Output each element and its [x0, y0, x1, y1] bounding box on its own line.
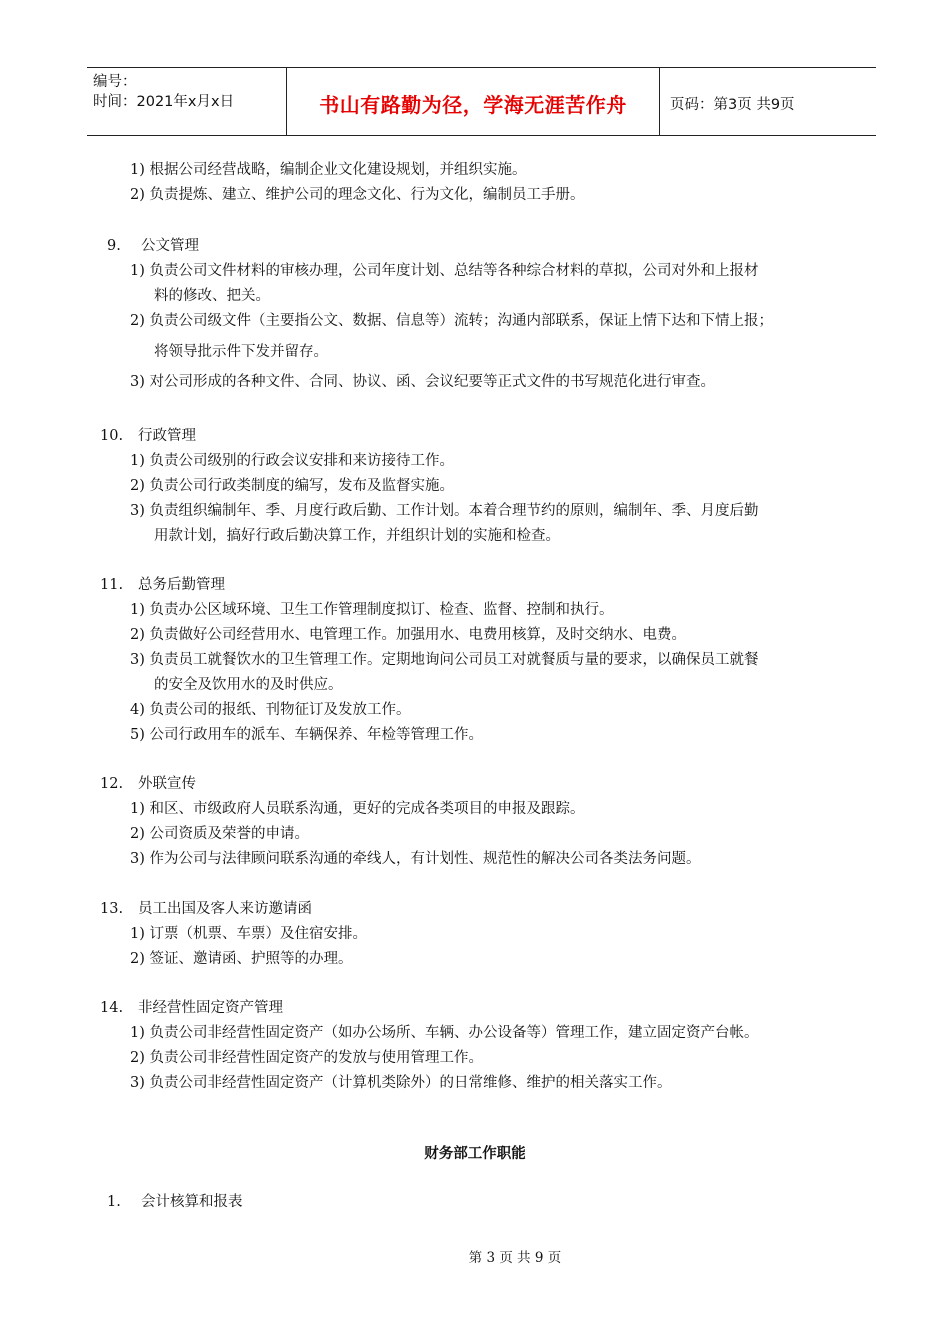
list-item: 1) 和区、市级政府人员联系沟通，更好的完成各类项目的申报及跟踪。 [130, 801, 585, 817]
list-item: 2) 公司资质及荣誉的申请。 [130, 826, 309, 842]
list-item: 4) 负责公司的报纸、刊物征订及发放工作。 [130, 702, 411, 718]
list-item: 3) 作为公司与法律顾问联系沟通的牵线人，有计划性、规范性的解决公司各类法务问题。 [130, 851, 701, 867]
list-item: 2) 签证、邀请函、护照等的办理。 [130, 951, 353, 967]
list-item: 1) 根据公司经营战略，编制企业文化建设规划，并组织实施。 [130, 162, 527, 178]
header-page-label: 页码：第3页 共9页 [670, 97, 795, 113]
list-item-continuation: 料的修改、把关。 [154, 288, 270, 304]
list-item: 3) 负责员工就餐饮水的卫生管理工作。定期地询问公司员工对就餐质与量的要求，以确保员工就餐 [130, 652, 759, 668]
section-heading-11: 11. 总务后勤管理 [100, 577, 225, 593]
list-item-continuation: 的安全及饮用水的及时供应。 [154, 677, 343, 693]
page-header [87, 67, 876, 136]
section-heading-14: 14. 非经营性固定资产管理 [100, 1000, 283, 1016]
page-footer: 第 3 页 共 9 页 [468, 1250, 562, 1266]
list-item: 1) 负责办公区域环境、卫生工作管理制度拟订、检查、监督、控制和执行。 [130, 602, 614, 618]
list-item: 1) 负责公司非经营性固定资产（如办公场所、车辆、办公设备等）管理工作，建立固定资产台帐。 [130, 1025, 759, 1041]
list-item: 1) 订票（机票、车票）及住宿安排。 [130, 926, 367, 942]
list-item: 3) 对公司形成的各种文件、合同、协议、函、会议纪要等正式文件的书写规范化进行审查。 [130, 374, 715, 390]
section-heading-13: 13. 员工出国及客人来访邀请函 [100, 901, 312, 917]
list-item: 5) 公司行政用车的派车、车辆保养、年检等管理工作。 [130, 727, 483, 743]
list-item: 1) 负责公司文件材料的审核办理，公司年度计划、总结等各种综合材料的草拟，公司对外和上报材 [130, 263, 759, 279]
finance-section-title: 财务部工作职能 [424, 1146, 526, 1162]
list-item: 3) 负责组织编制年、季、月度行政后勤、工作计划。本着合理节约的原则，编制年、季、月度后勤 [130, 503, 759, 519]
list-item: 2) 负责提炼、建立、维护公司的理念文化、行为文化，编制员工手册。 [130, 187, 585, 203]
time-label: 时间：2021年x月x日 [93, 94, 235, 110]
number-label: 编号： [93, 74, 137, 90]
header-motto: 书山有路勤为径，学海无涯苦作舟 [287, 68, 660, 135]
section-heading-finance-1: 1. 会计核算和报表 [107, 1194, 243, 1210]
header-meta [87, 68, 287, 135]
list-item: 3) 负责公司非经营性固定资产（计算机类除外）的日常维修、维护的相关落实工作。 [130, 1075, 672, 1091]
list-item-continuation: 将领导批示件下发并留存。 [154, 344, 328, 360]
list-item: 2) 负责公司级文件（主要指公文、数据、信息等）流转；沟通内部联系，保证上情下达和下情上报； [130, 313, 773, 329]
section-heading-10: 10. 行政管理 [100, 428, 196, 444]
list-item: 2) 负责做好公司经营用水、电管理工作。加强用水、电费用核算，及时交纳水、电费。 [130, 627, 686, 643]
section-heading-12: 12. 外联宣传 [100, 776, 196, 792]
list-item: 2) 负责公司非经营性固定资产的发放与使用管理工作。 [130, 1050, 483, 1066]
section-heading-9: 9. 公文管理 [107, 238, 199, 254]
list-item: 1) 负责公司级别的行政会议安排和来访接待工作。 [130, 453, 454, 469]
list-item: 2) 负责公司行政类制度的编写，发布及监督实施。 [130, 478, 454, 494]
list-item-continuation: 用款计划，搞好行政后勤决算工作，并组织计划的实施和检查。 [154, 528, 560, 544]
